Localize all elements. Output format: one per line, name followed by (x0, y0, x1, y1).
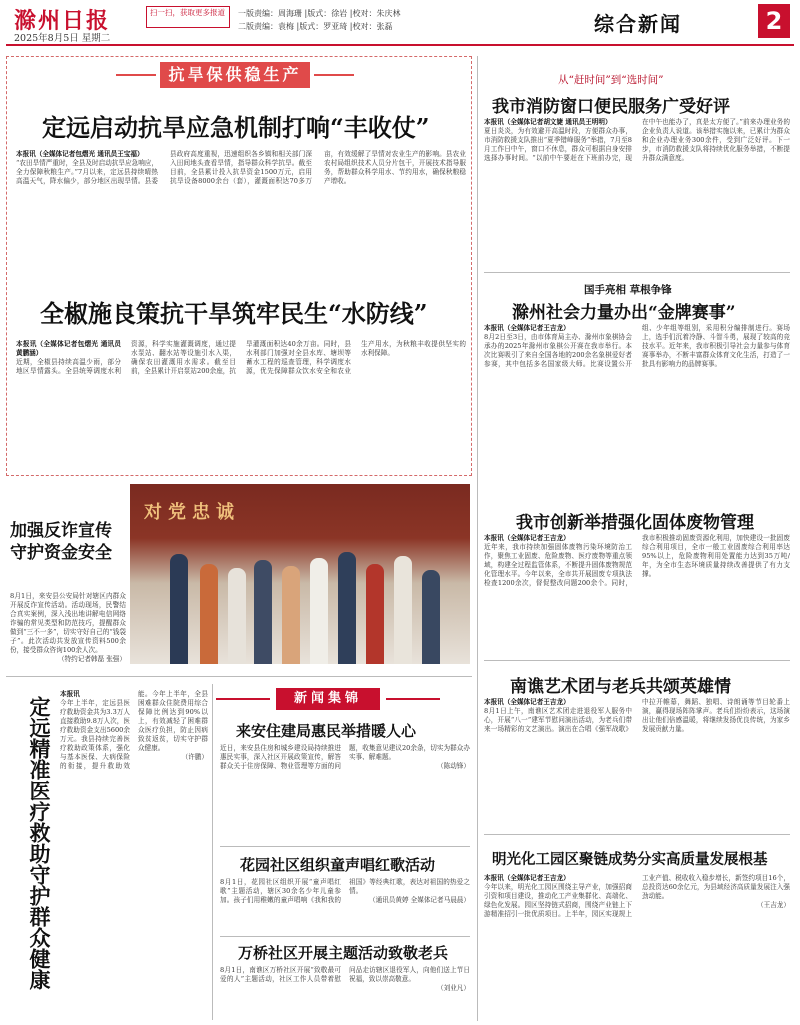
header-rule (386, 698, 440, 700)
page-number: 2 (758, 4, 790, 38)
brief-rule (220, 846, 470, 847)
article-title: 定远启动抗旱应急机制打响“丰收仗” (42, 113, 430, 142)
photo-figure (282, 566, 300, 664)
article-text: 夏日炎炎，为有效避开高温时段，方便群众办事，市消防救援支队推出“夏季错峰服务”举措，7月至8月工作日中午，窗口不休息，群众可根据自身安排选择办事时间。“以前中午要赶在下班前办完，现在中午也能办了，真是太方便了。”前来办理业务的企业负责人说道。该举措实施以来，已累计为群众和企业办理业务300余件，受到广泛好评。下一步，市消防救援支队将持续优化服务举措，不断提升群众满意度。 (484, 118, 790, 162)
photo-figure (254, 560, 272, 664)
brief-reporter: （陈动锋） (437, 762, 470, 770)
photo-wall-sign: 对党忠诚 (144, 502, 240, 523)
article-text: 今年上半年，定远县医疗救助资金共为3.3万人直接救助9.8万人次，医疗救助资金支出5600余万元。我县持续完善医疗救助政策体系，强化与基本医保、大病保险的衔接，提升救助效能。今年上半年，全县困难群众住院费用综合保障比例达到90%以上，有效减轻了困难群众医疗负担，防止因病致贫返贫，切实守护群众健康。 (60, 690, 208, 770)
photo-figure (170, 554, 188, 664)
brief-body (220, 966, 470, 1020)
news-collection-header (216, 688, 440, 710)
editor-line: 二版责编：袁梅 |版式：罗亚琦 |校对：张磊 (238, 22, 393, 31)
editor-line: 一版责编：周海珊 |版式：徐岩 |校对：朱庆林 (238, 9, 401, 18)
editor-credits (238, 7, 400, 33)
section-title: 综合新闻 (594, 12, 682, 36)
article-title: 定远精准医疗救助守护群众健康 (27, 696, 52, 990)
news-collection-label: 新闻集锦 (276, 688, 380, 710)
article-text: “农田旱情严重时，全县及时启动抗旱应急响应，全力保障秋粮生产。”7月以来，定远县持续晴热高温天气，降水偏少，部分地区出现旱情。县委县政府高度重视，迅速组织各乡镇和相关部门深入田间地头查看旱情，指导群众科学抗旱。截至目前，全县累计投入抗旱资金1500万元，启用抗旱设备8000余台（套），灌溉面积达70多万亩，有效缓解了旱情对农业生产的影响。县农业农村局组织技术人员分片包干，开展技术指导服务，帮助群众科学用水、节约用水，确保秋粮稳产增收。 (16, 150, 466, 185)
news-photo (130, 484, 470, 664)
article-title: 我市消防窗口便民服务广受好评 (492, 97, 730, 117)
photo-figure (338, 552, 356, 664)
brief-reporter: （通讯员黄婷 全媒体记者马晨晨） (368, 896, 470, 904)
article-kicker: 国手亮相 草根争锋 (584, 284, 672, 296)
article-body (484, 874, 790, 1018)
article-title: 南谯艺术团与老兵共颂英雄情 (510, 677, 731, 697)
brief-rule (220, 936, 470, 937)
article-body (484, 698, 790, 826)
article-body (484, 118, 790, 266)
section-rule (6, 676, 472, 677)
article-body (484, 324, 790, 474)
column-divider (477, 56, 478, 1021)
article-text: 8月1日，来安县公安局针对辖区内群众开展反诈宣传活动。活动现场，民警结合真实案例，深入浅出地讲解电信网络诈骗的常见类型和防范技巧，提醒群众做到“三不一多”，切实守好自己的“钱袋子”。此次活动共发放宣传资料500余份，接受群众咨询100余人次。 (10, 592, 126, 654)
article-byline: 本报讯（全媒体记者王吉龙） (484, 874, 570, 882)
column-divider (212, 684, 213, 1020)
brief-text: 近日，来安县住房和城乡建设局持续推进惠民实事，深入社区开展政策宣传，解答群众关于住房保障、物业管理等方面的问题，收集意见建议20余条，切实为群众办实事、解难题。 (220, 744, 470, 770)
photo-figure (394, 556, 412, 664)
article-body (10, 592, 126, 666)
article-byline: 本报讯（全媒体记者胡文婕 通讯员王明明） (484, 118, 612, 126)
article-title: 全椒施良策抗干旱筑牢民生“水防线” (40, 299, 428, 328)
article-title: 加强反诈宣传守护资金安全 (10, 521, 112, 563)
brief-body (220, 878, 470, 934)
article-body (60, 690, 208, 1020)
article-byline: 本报讯（全媒体记者王吉龙） (484, 534, 570, 542)
newspaper-title: 滁州日报 (14, 8, 111, 34)
article-reporter: （王吉龙） (757, 901, 790, 909)
brief-text: 8月1日，花园社区组织开展“童声唱红歌”主题活动，辖区30余名少年儿童参加。孩子们用稚嫩的童声唱响《我和我的祖国》等经典红歌，表达对祖国的热爱之情。 (220, 878, 470, 904)
article-text: 8月2日至3日，由市体育局主办、滁州市象棋协会承办的2025年滁州市象棋公开赛在我市举行。本次比赛吸引了来自全国各地的200余名象棋爱好者参赛，其中包括多名国家级大师。比赛设置公开组、少年组等组别，采用积分编排制进行。赛场上，选手们沉着冷静、斗智斗勇，展现了较高的竞技水平。近年来，我市积极引导社会力量参与体育赛事举办，不断丰富群众体育文化生活，打造了一批具有影响力的品牌赛事。 (484, 324, 790, 368)
brief-text: 8月1日，南谯区万桥社区开展“致敬最可爱的人”主题活动，社区工作人员带着慰问品走访辖区退役军人，向他们送上节日祝福，致以崇高敬意。 (220, 966, 470, 983)
brief-title: 万桥社区开展主题活动致敬老兵 (238, 944, 449, 962)
brief-title: 花园社区组织童声唱红歌活动 (240, 856, 436, 874)
photo-figure (228, 568, 246, 664)
article-kicker: 从“赶时间”到“选时间” (558, 74, 664, 86)
photo-figure (200, 564, 218, 664)
article-title: 我市创新举措强化固体废物管理 (516, 513, 754, 533)
article-title: 明光化工园区聚链成势分实高质量发展根基 (492, 851, 768, 868)
article-reporter: （许鹏） (181, 753, 208, 761)
header-rule (216, 698, 270, 700)
photo-figure (310, 558, 328, 664)
photo-figure (366, 564, 384, 664)
photo-figure (422, 570, 440, 664)
article-text: 近年来，我市持续加强固体废物污染环境防治工作，聚焦工业固废、危险废物、医疗废物等重点领域，构建全过程监管体系，不断提升固体废物规范化管理水平。今年以来，全市共开展固废专项执法检查1200余次，督促整改问题200余个。同时，我市积极推动固废资源化利用，加快建设一批固废综合利用项目，全市一般工业固废综合利用率达95%以上，危险废物利用处置能力达到35万吨/年，为全市生态环境质量持续改善提供了有力支撑。 (484, 534, 790, 587)
article-byline: 本报讯（全媒体记者包熠光 通讯员王宝福） (16, 150, 144, 158)
article-byline: 本报讯（全媒体记者包熠光 通讯员黄鹏涵） (16, 340, 121, 357)
column-rule (484, 660, 790, 661)
brief-reporter: （刘业凡） (437, 984, 470, 992)
qr-promo-box[interactable]: 扫一扫，获取更多报道 (146, 6, 230, 28)
article-body (16, 150, 466, 260)
article-text: 今年以来，明光化工园区围绕主导产业，加强招商引资和项目建设，推动化工产业集群化、高端化、绿色化发展。园区坚持链式招商，围绕产业链上下游精准招引一批优质项目。上半年，园区实现规上工业产值、税收收入稳步增长，新签约项目16个，总投资达60余亿元，为县域经济高质量发展注入强劲动能。 (484, 874, 790, 918)
brief-body (220, 744, 470, 844)
article-byline: 本报讯（全媒体记者王吉龙） (484, 698, 570, 706)
column-rule (484, 834, 790, 835)
brief-title: 来安住建局惠民举措暖人心 (236, 722, 417, 740)
issue-date: 2025年8月5日 星期二 (14, 33, 111, 44)
masthead-rule (6, 44, 794, 46)
column-rule (484, 272, 790, 273)
article-title: 滁州社会力量办出“金牌赛事” (512, 303, 736, 323)
article-body (484, 534, 790, 654)
article-byline: 本报讯 (60, 690, 80, 698)
article-text: 近期，全椒县持续高温少雨，部分地区旱情露头。全县统筹调度水利资源，科学实施灌溉调度，通过提水泵站、翻水站等设施引水入渠，确保农田灌溉用水需求。截至目前，全县累计开启泵站200余座，抗旱灌溉面积达40余万亩。同时，县水利部门加强对全县水库、塘坝等蓄水工程的巡查管理，科学调度水源，优先保障群众饮水安全和农业生产用水，为秋粮丰收提供坚实的水利保障。 (16, 340, 466, 375)
article-text: 8月1日上午，南谯区艺术团走进退役军人服务中心，开展“八一”建军节慰问演出活动，为老兵们带来一场精彩的文艺演出。演出在合唱《强军战歌》中拉开帷幕，舞蹈、独唱、诗朗诵等节目轮番上演，赢得现场阵阵掌声。老兵们纷纷表示，这场演出让他们倍感温暖，将继续发扬优良传统，为家乡发展贡献力量。 (484, 698, 790, 733)
article-reporter: （特约记者韩磊 张强） (57, 655, 126, 663)
feature-banner: 抗旱保供稳生产 (160, 62, 310, 88)
article-body (16, 340, 466, 470)
article-byline: 本报讯（全媒体记者王吉龙） (484, 324, 570, 332)
